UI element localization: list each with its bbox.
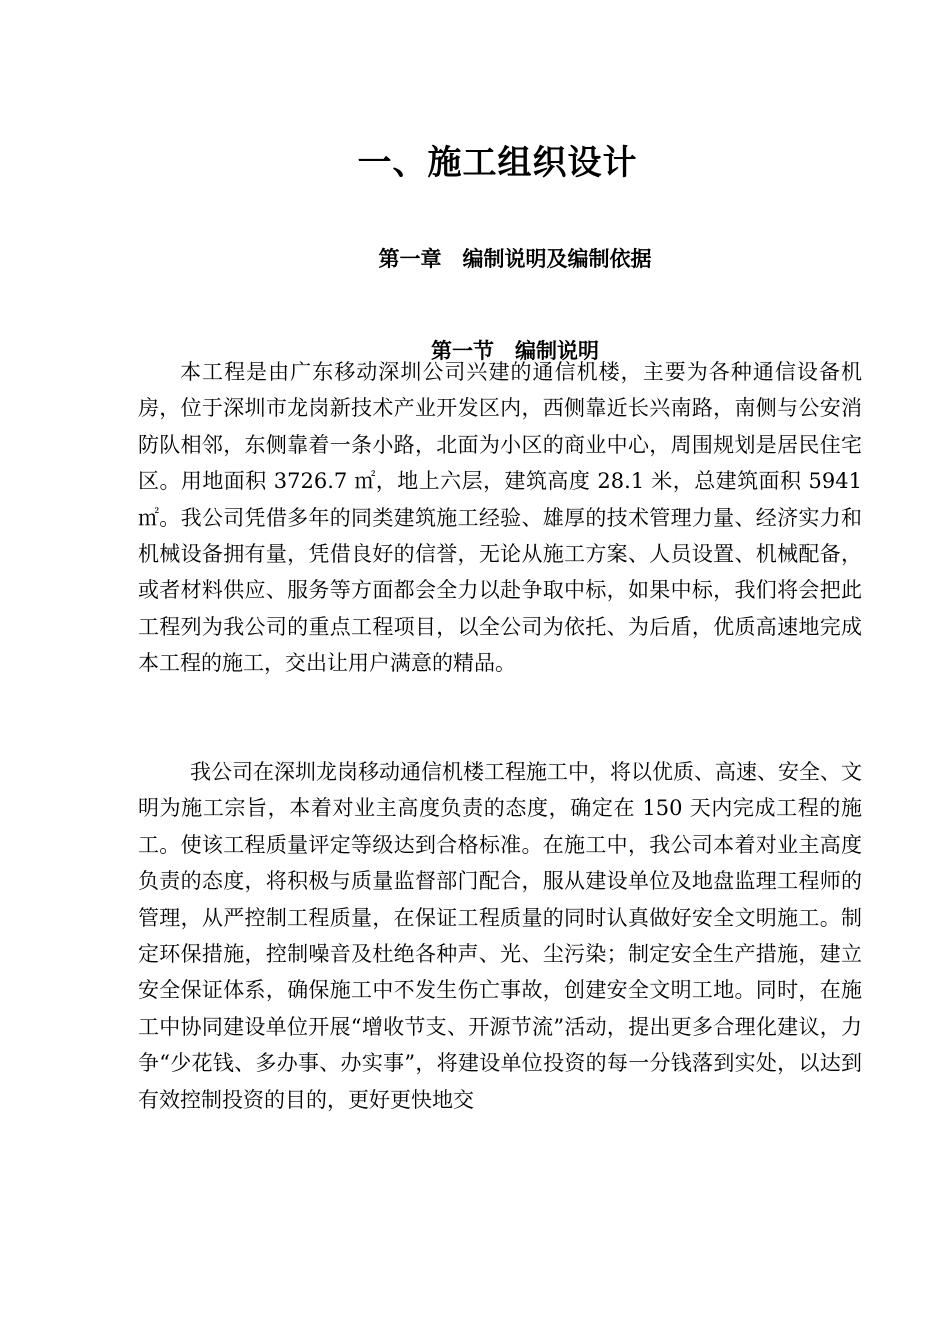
section-heading: 第一节 编制说明: [431, 338, 599, 363]
body-paragraph-construction-goals: 我公司在深圳龙岗移动通信机楼工程施工中，将以优质、高速、安全、文明为施工宗旨，本着对业主高度负责的态度，确定在 150 天内完成工程的施工。使该工程质量评定等级达到合格标准。在施工中，我公司本着对业主高度负责的态度，将积极与质量监督部门配合，服从建设单位及地盘监理工程师的管理，从严控制工程质量，在保证工程质量的同时认真做好安全文明施工。制定环保措施，控制噪音及杜绝各种声、光、尘污染；制定安全生产措施，建立安全保证体系，确保施工中不发生伤亡事故，创建安全文明工地。同时，在施工中协同建设单位开展“增收节支、开源节流”活动，提出更多合理化建议，力争“少花钱、多办事、办实事”，将建设单位投资的每一分钱落到实处，以达到有效控制投资的目的，更好更快地交: [138, 760, 862, 1112]
body-paragraph-project-overview: 本工程是由广东移动深圳公司兴建的通信机楼，主要为各种通信设备机房，位于深圳市龙岗新技术产业开发区内，西侧靠近长兴南路，南侧与公安消防队相邻，东侧靠着一条小路，北面为小区的商业中心，周围规划是居民住宅区。用地面积 3726.7 ㎡，地上六层，建筑高度 28.1 米，总建筑面积 5941 ㎡。我公司凭借多年的同类建筑施工经验、雄厚的技术管理力量、经济实力和机械设备拥有量，凭借良好的信誉，无论从施工方案、人员设置、机械配备，或者材料供应、服务等方面都会全力以赴争取中标，如果中标，我们将会把此工程列为我公司的重点工程项目，以全公司为依托、为后盾，优质高速地完成本工程的施工，交出让用户满意的精品。: [138, 360, 862, 676]
chapter-heading: 第一章 编制说明及编制依据: [378, 246, 652, 272]
document-title: 一、施工组织设计: [357, 142, 638, 183]
